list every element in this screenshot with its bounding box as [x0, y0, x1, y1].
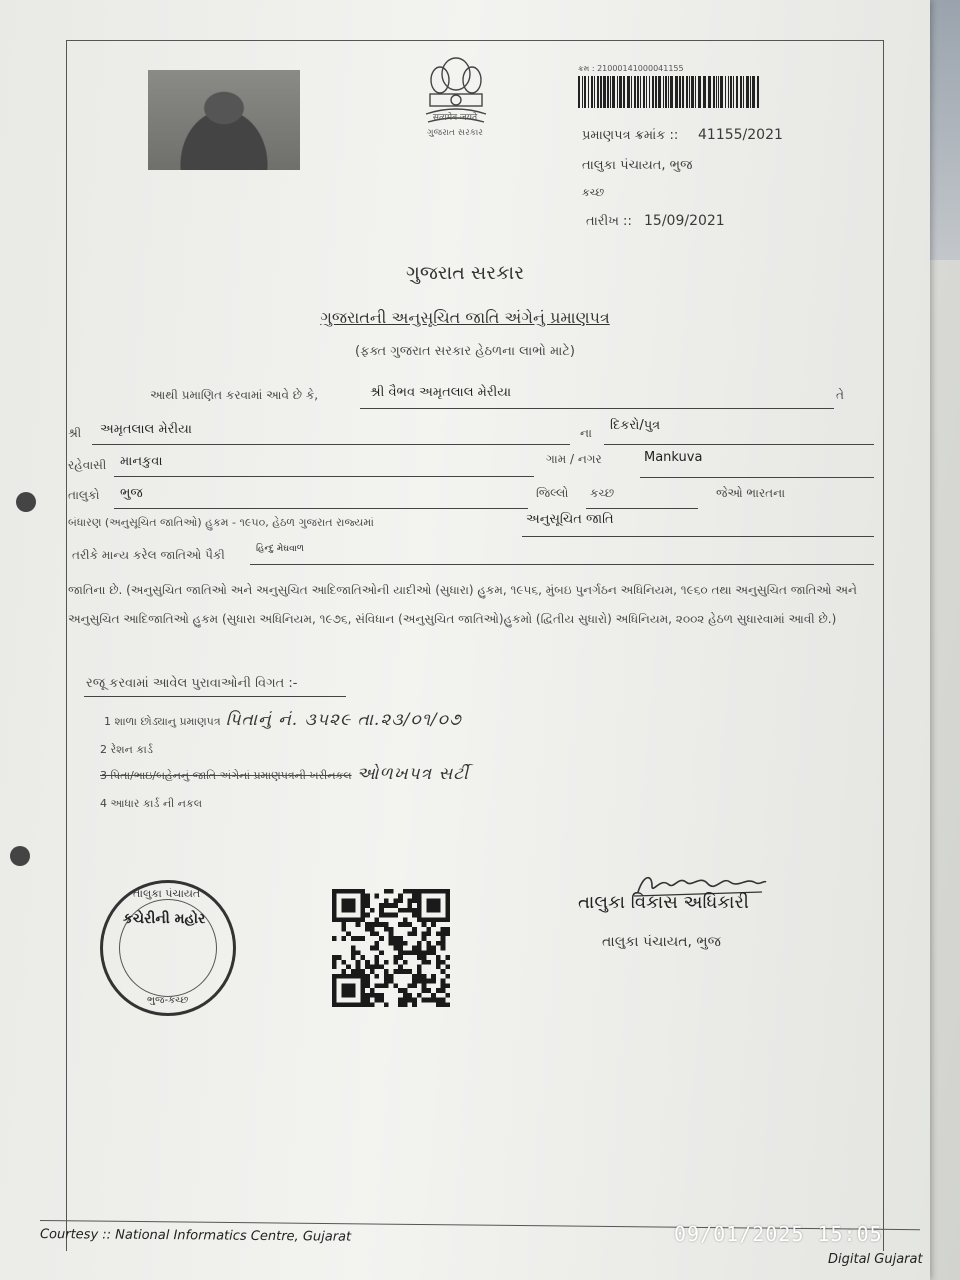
village-label: ગામ / નગર	[546, 452, 602, 466]
na-label: ના	[580, 426, 592, 440]
intro-label: આથી પ્રમાણિત કરવામાં આવે છે કે,	[150, 388, 319, 402]
underline	[92, 444, 570, 445]
holder-name: શ્રી વૈભવ અમૃતલાલ મેરીયા	[370, 385, 512, 400]
date-label: તારીખ ::	[586, 214, 632, 229]
page-border	[66, 40, 884, 1251]
underline	[586, 508, 698, 509]
issuing-district: કચ્છ	[582, 186, 605, 199]
certificate-title: ગુજરાતની અનુસૂચિત જાતિ અંગેનું પ્રમાણપત્ર	[320, 308, 610, 327]
signatory-office: તાલુકા પંચાયત, ભુજ	[602, 934, 721, 950]
issuing-office: તાલુકા પંચાયત, ભુજ	[582, 158, 693, 173]
order-label: બંધારણ (અનુસૂચિત જાતિઓ) હુકમ - ૧૯૫૦, હેઠળ ગુજરાત રાજ્યમાં	[68, 516, 374, 529]
underline	[84, 696, 346, 697]
underline	[360, 408, 834, 409]
india-label: જેઓ ભારતના	[716, 486, 786, 500]
document-item: 3 પિતા/ભાઇ/બહેનનું જાતિ અંગેનાં પ્રમાણપત્રની ખરીનકલ ઓળખપત્ર સર્ટી	[100, 764, 469, 784]
documents-heading: રજૂ કરવામાં આવેલ પુરાવાઓની વિગત :-	[86, 676, 298, 691]
legal-paragraph: જાતિના છે. (અનુસુચિત જાતિઓ અને અનુસુચિત આદિજાતિઓની યાદીઓ (સુધારા) હુકમ, ૧૯૫૬, મુંબઇ પુનર્ગઠન અધિનિયમ, ૧૯૬૦ તથા અનુસુચિત જાતિઓ અને અનુસુચિત આદિજાતિઓ હુકમ (સુધારા અધિનિયમ, ૧૯૭૬, સંવિધાન (અનુસુચિત જાતિઓ)હુકમો (દ્વિતીય સુધારો) અધિનિયમ, ૨૦૦૨ હેઠળ સુધારવામાં આવી છે.)	[68, 583, 857, 626]
underline	[250, 564, 874, 565]
document-item: 2 રેશન કાર્ડ	[100, 743, 153, 756]
district-label: જિલ્લો	[536, 486, 569, 500]
government-heading: ગુજરાત સરકાર	[405, 262, 525, 284]
taluka-label: તાલુકો	[68, 488, 100, 502]
resident-label: રહેવાસી	[68, 458, 107, 472]
qr-code	[332, 888, 450, 1008]
father-name: અમૃતલાલ મેરીયા	[100, 422, 192, 437]
applicant-photo	[148, 70, 300, 170]
photo-timestamp: 09/01/2025 15:05	[674, 1222, 883, 1246]
barcode-number: ક્રમ : 21000141000041155	[578, 64, 684, 73]
underline	[114, 508, 528, 509]
certificate-subtitle: (ફક્ત ગુજરાત સરકાર હેઠળના લાભો માટે)	[355, 344, 575, 359]
relation-value: દિકરો/પુત્ર	[610, 418, 661, 433]
emblem-caption: ગુજરાત સરકાર	[427, 128, 483, 138]
document-item: 4 આધાર કાર્ડ ની નકલ	[100, 797, 203, 810]
underline	[114, 476, 534, 477]
shri-label: શ્રી	[68, 426, 82, 440]
underline	[604, 444, 874, 445]
certificate-number: 41155/2021	[698, 127, 783, 143]
document-item: 1 શાળા છોડ્યાનુ પ્રમાણપત્ર પિતાનું નં. ૩૫૨૯ તા.૨૩/૦૧/૦૭	[104, 710, 462, 730]
suffix-te: તે	[836, 388, 844, 402]
emblem-motto: सत्यमेव जयते	[432, 113, 478, 123]
digital-gujarat-footer: Digital Gujarat	[828, 1252, 923, 1267]
category-value: અનુસૂચિત જાતિ	[526, 512, 614, 527]
recognized-label: તરીકે માન્ય કરેલ જાતિઓ પૈકી	[72, 548, 225, 562]
underline	[522, 536, 874, 537]
resident-value: માનકુવા	[120, 454, 163, 469]
handwritten-note: ઓળખપત્ર સર્ટી	[356, 764, 469, 784]
caste-value: હિન્દુ મેઘવાળ	[256, 544, 304, 554]
handwritten-note: પિતાનું નં. ૩૫૨૯ તા.૨૩/૦૧/૦૭	[225, 710, 462, 730]
village-value: Mankuva	[644, 450, 703, 465]
signatory-designation: તાલુકા વિકાસ અધિકારી	[578, 892, 749, 913]
taluka-value: ભુજ	[120, 486, 143, 501]
underline	[640, 477, 874, 478]
office-seal-stamp: તાલુકા પંચાયત કચેરીની મહોર ભુજ-કચ્છ	[100, 880, 236, 1016]
punch-hole	[16, 492, 36, 512]
courtesy-footer: Courtesy :: National Informatics Centre, Gujarat	[39, 1227, 352, 1245]
certificate-no-label: પ્રમાણપત્ર ક્રમાંક ::	[582, 128, 679, 143]
barcode	[578, 76, 760, 108]
issue-date: 15/09/2021	[644, 213, 725, 229]
district-value: કચ્છ	[590, 486, 615, 500]
punch-hole	[10, 846, 30, 866]
